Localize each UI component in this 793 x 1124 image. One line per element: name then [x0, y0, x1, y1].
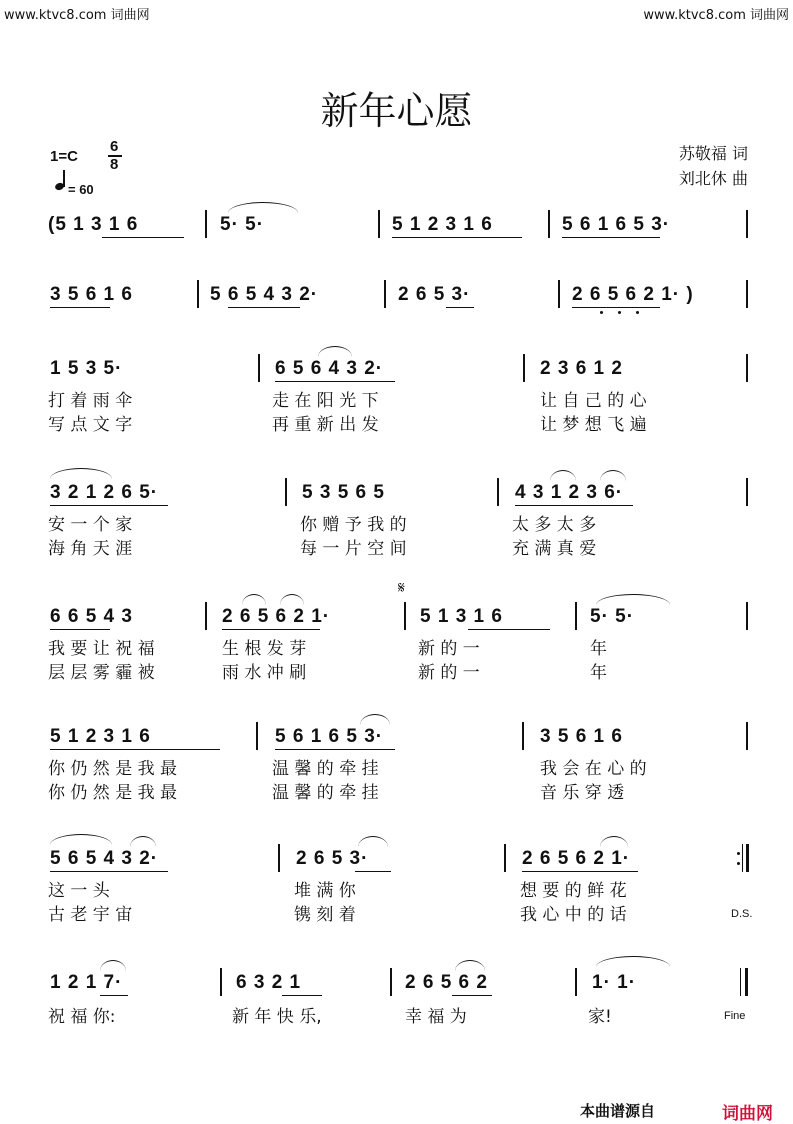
barline	[258, 354, 260, 382]
barline	[746, 280, 748, 308]
time-signature-top: 6	[110, 138, 119, 155]
lyric-verse-2: 音 乐 穿 透	[540, 783, 625, 803]
slur	[50, 834, 112, 845]
lyric-verse-2: 温 馨 的 牵 挂	[272, 783, 379, 803]
beam-line	[392, 237, 522, 238]
slur	[455, 960, 485, 971]
slur	[318, 346, 352, 357]
barline	[197, 280, 199, 308]
site-url-right[interactable]: www.ktvc8.com 词曲网	[643, 8, 789, 23]
measure: 5 1 3 1 6	[420, 606, 503, 627]
segno-icon: 𝄋	[398, 578, 405, 597]
measure: 5 3 5 6 5	[302, 482, 385, 503]
lower-octave-dot	[636, 311, 639, 314]
measure: 2 3 6 1 2	[540, 358, 623, 379]
lyric-verse-1: 太 多 太 多	[512, 515, 597, 535]
beam-line	[275, 381, 395, 382]
tempo-marking: = 60	[68, 182, 94, 197]
slur	[358, 836, 388, 847]
key-signature: 1=C	[50, 148, 78, 165]
beam-line	[452, 995, 492, 996]
barline	[746, 478, 748, 506]
footer-source-label: 本曲谱源自	[580, 1102, 656, 1120]
slur	[130, 836, 156, 847]
composer-credit: 刘北休 曲	[678, 169, 748, 188]
measure: 5· 5·	[590, 606, 635, 627]
final-barline-thin	[740, 968, 741, 996]
lyric-verse-2: 雨 水 冲 刷	[222, 663, 307, 683]
measure: 5 6 1 6 5 3·	[275, 726, 384, 747]
barline	[746, 210, 748, 238]
measure: 6 3 2 1	[236, 972, 302, 993]
barline	[278, 844, 280, 872]
lyric-verse-1: 年	[590, 639, 607, 659]
beam-line	[562, 237, 660, 238]
lyric-verse-2: 海 角 天 涯	[48, 539, 133, 559]
repeat-barline-thick	[746, 844, 749, 872]
time-signature-bottom: 8	[110, 156, 119, 173]
slur	[360, 714, 390, 725]
beam-line	[572, 307, 660, 308]
measure: (5 1 3 1 6	[48, 214, 139, 235]
measure: 5 6 5 4 3 2·	[50, 848, 159, 869]
lyric-verse-1: 温 馨 的 牵 挂	[272, 759, 379, 779]
measure: 2 6 5 6 2 1·	[522, 848, 631, 869]
lyric-verse-1: 安 一 个 家	[48, 515, 133, 535]
beam-line	[50, 307, 110, 308]
slur	[596, 956, 670, 967]
measure: 3 2 1 2 6 5·	[50, 482, 159, 503]
barline	[285, 478, 287, 506]
slur	[50, 468, 112, 479]
measure: 5 6 5 4 3 2·	[210, 284, 319, 305]
barline	[504, 844, 506, 872]
fine-marker: Fine	[724, 1010, 746, 1022]
measure: 1 2 1 7·	[50, 972, 123, 993]
barline	[384, 280, 386, 308]
song-title: 新年心愿	[320, 89, 473, 133]
barline	[746, 602, 748, 630]
beam-line	[515, 505, 633, 506]
repeat-dot	[737, 852, 740, 855]
lyric-verse-1: 打 着 雨 伞	[48, 391, 133, 411]
measure: 5 1 2 3 1 6	[50, 726, 151, 747]
measure: 2 6 5 3·	[398, 284, 471, 305]
beam-line	[275, 749, 395, 750]
lyric-verse-1: 这 一 头	[48, 881, 110, 901]
lyric-verse-1: 幸 福 为	[405, 1007, 467, 1027]
barline	[575, 602, 577, 630]
beam-line	[50, 749, 220, 750]
lyric-verse-1: 你 仍 然 是 我 最	[48, 759, 178, 779]
slur	[600, 470, 626, 481]
quarter-note-stem	[63, 170, 65, 187]
measure: 2 6 5 6 2 1· )	[572, 284, 694, 305]
lyric-verse-1: 祝 福 你:	[48, 1007, 116, 1027]
slur	[228, 202, 298, 213]
barline	[522, 722, 524, 750]
measure: 5· 5·	[220, 214, 265, 235]
measure: 2 6 5 6 2	[405, 972, 488, 993]
barline	[746, 722, 748, 750]
measure: 3 5 6 1 6	[540, 726, 623, 747]
beam-line	[228, 307, 300, 308]
measure: 1 5 3 5·	[50, 358, 123, 379]
lyric-verse-2: 再 重 新 出 发	[272, 415, 379, 435]
lyric-verse-2: 新 的 一	[418, 663, 480, 683]
beam-line	[468, 629, 550, 630]
beam-line	[446, 307, 474, 308]
barline	[558, 280, 560, 308]
beam-line	[222, 629, 320, 630]
lyric-verse-2: 写 点 文 字	[48, 415, 133, 435]
measure: 3 5 6 1 6	[50, 284, 133, 305]
beam-line	[50, 505, 168, 506]
lyricist-credit: 苏敬福 词	[678, 144, 748, 163]
lyric-verse-2: 镌 刻 着	[294, 905, 356, 925]
beam-line	[102, 237, 184, 238]
slur	[100, 960, 126, 971]
footer-brand-logo[interactable]: 词曲网	[722, 1104, 773, 1124]
lyric-verse-1: 走 在 阳 光 下	[272, 391, 379, 411]
beam-line	[282, 995, 322, 996]
lyric-verse-2: 充 满 真 爱	[512, 539, 597, 559]
beam-line	[50, 871, 168, 872]
lyric-verse-1: 想 要 的 鲜 花	[520, 881, 627, 901]
barline	[220, 968, 222, 996]
lyric-verse-2: 年	[590, 663, 607, 683]
measure: 5 1 2 3 1 6	[392, 214, 493, 235]
measure: 6 5 6 4 3 2·	[275, 358, 384, 379]
slur	[280, 594, 304, 605]
lyric-verse-1: 我 要 让 祝 福	[48, 639, 155, 659]
slur	[550, 470, 576, 481]
measure: 2 6 5 3·	[296, 848, 369, 869]
measure: 5 6 1 6 5 3·	[562, 214, 671, 235]
beam-line	[100, 995, 128, 996]
barline	[575, 968, 577, 996]
barline	[746, 354, 748, 382]
measure: 6 6 5 4 3	[50, 606, 133, 627]
barline	[523, 354, 525, 382]
lyric-verse-2: 每 一 片 空 间	[300, 539, 407, 559]
slur	[600, 836, 628, 847]
slur	[596, 594, 670, 605]
lyric-verse-2: 你 仍 然 是 我 最	[48, 783, 178, 803]
beam-line	[355, 871, 391, 872]
lyric-verse-2: 我 心 中 的 话	[520, 905, 627, 925]
barline	[404, 602, 406, 630]
beam-line	[50, 629, 110, 630]
lower-octave-dot	[618, 311, 621, 314]
barline	[205, 602, 207, 630]
lower-octave-dot	[600, 311, 603, 314]
lyric-verse-1: 我 会 在 心 的	[540, 759, 647, 779]
lyric-verse-1: 堆 满 你	[294, 881, 356, 901]
barline	[378, 210, 380, 238]
measure: 2 6 5 6 2 1·	[222, 606, 331, 627]
barline	[390, 968, 392, 996]
lyric-verse-1: 新 的 一	[418, 639, 480, 659]
measure: 1· 1·	[592, 972, 637, 993]
lyric-verse-1: 生 根 发 芽	[222, 639, 307, 659]
measure: 4 3 1 2 3 6·	[515, 482, 624, 503]
barline	[497, 478, 499, 506]
barline	[256, 722, 258, 750]
site-url-left[interactable]: www.ktvc8.com 词曲网	[4, 8, 150, 23]
repeat-dot	[737, 862, 740, 865]
barline	[548, 210, 550, 238]
lyric-verse-1: 新 年 快 乐,	[232, 1007, 322, 1027]
slur	[242, 594, 266, 605]
lyric-verse-1: 家!	[588, 1007, 612, 1027]
lyric-verse-1: 你 赠 予 我 的	[300, 515, 407, 535]
barline	[205, 210, 207, 238]
lyric-verse-2: 古 老 宇 宙	[48, 905, 133, 925]
lyric-verse-2: 层 层 雾 霾 被	[48, 663, 155, 683]
beam-line	[522, 871, 638, 872]
ds-marker: D.S.	[731, 908, 753, 920]
lyric-verse-1: 让 自 己 的 心	[540, 391, 647, 411]
lyric-verse-2: 让 梦 想 飞 遍	[540, 415, 647, 435]
repeat-barline-thin	[742, 844, 743, 872]
final-barline-thick	[745, 968, 748, 996]
